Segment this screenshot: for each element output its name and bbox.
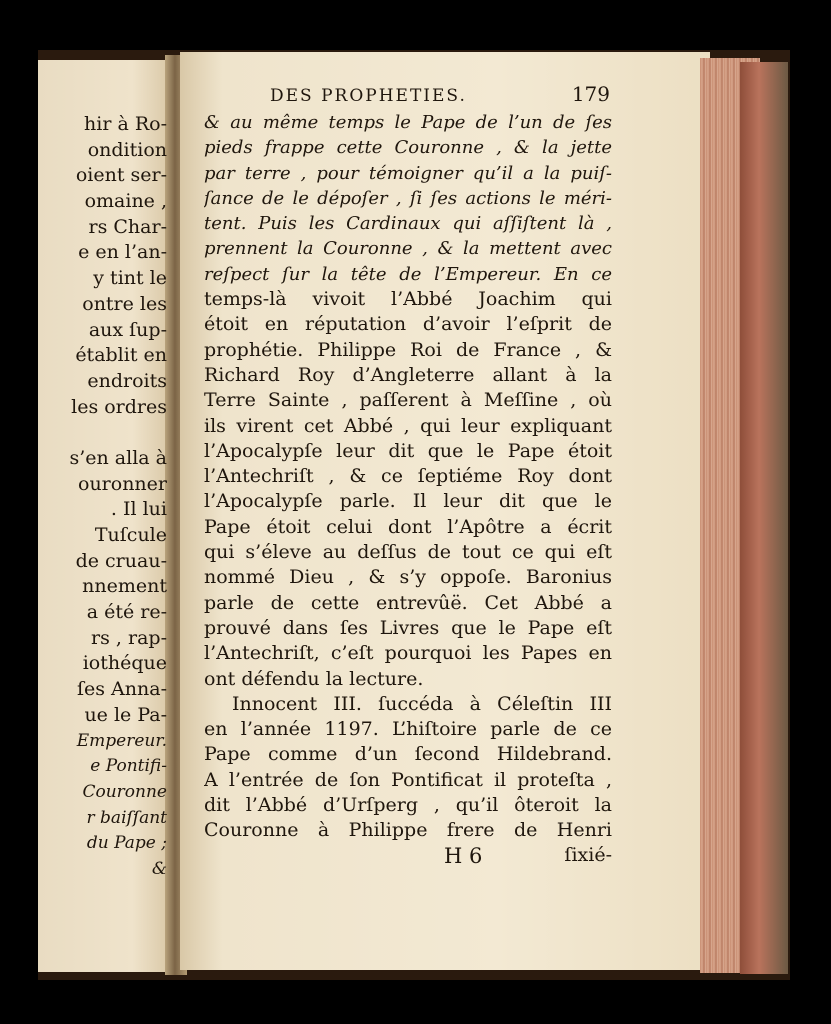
text-line: l’Antechriſt , & ce ſeptiéme Roy dont [204,465,612,488]
text-line: parle de cette entrevûë. Cet Abbé a [204,591,612,614]
text-line: reſpect ſur la tête de l’Empereur. En ce [204,263,612,285]
text-line: par terre , pour témoigner qu’il a la puiſ- [204,162,612,184]
left-text-line: . Il lui [110,498,167,521]
text-line: ſance de le dépoſer , ſi ſes actions le méri- [204,187,612,209]
left-text-line: hir à Ro- [84,113,167,135]
text-line: l’Apocalypſe parle. Il leur dit que le [204,490,612,513]
left-text-line: rs , rap- [91,626,167,649]
left-text-line: Empereur. [76,730,167,751]
text-line: ont défendu la lecture. [204,667,424,690]
page-footer [204,844,612,870]
page-number: 179 [571,82,610,106]
text-line: en l’année 1197. L’hiſtoire parle de ce [204,718,612,741]
left-text-line: les ordres [71,395,167,418]
text-line: A l’entrée de ſon Pontificat il proteſta , [204,768,612,791]
text-line: ils virent cet Abbé , qui leur expliquant [204,414,612,437]
right-page-text [204,110,612,844]
text-line: l’Apocalypſe leur dit que le Pape étoit [204,439,612,462]
left-text-line: nnement [82,575,167,598]
left-text-line: a été re- [86,601,167,624]
left-text-line: ondition [87,138,167,161]
text-line: Richard Roy d’Angleterre allant à la [204,363,612,386]
left-text-line: ontre les [82,292,167,315]
text-line: Pape comme d’un ſecond Hildebrand. [204,743,612,766]
text-line: l’Antechriſt, c’eſt pourquoi les Papes en [204,642,612,665]
text-line: Pape étoit celui dont l’Apôtre a écrit [204,515,612,538]
text-line: & au même temps le Pape de l’un de ſes [204,112,612,133]
text-line: Couronne à Philippe frere de Henri [204,819,612,842]
left-text-line: r baiſſant [86,807,167,828]
text-line: étoit en réputation d’avoir l’eſprit de [204,313,612,336]
left-text-line: oient ser- [75,164,167,187]
text-line: Innocent III. ſuccéda à Céleſtin III [232,692,612,715]
left-text-line: Tuſcule [94,524,167,546]
left-text-line: endroits [87,369,167,392]
text-line: prennent la Couronne , & la mettent avec [204,238,612,260]
text-line: dit l’Abbé d’Urſperg , qu’il ôteroit la [204,794,612,817]
text-line: Terre Sainte , paſſerent à Meſſine , où [204,389,612,412]
left-text-line: ue le Pa- [84,703,167,726]
left-text-line: du Pape ; [86,833,167,854]
fore-edge [740,62,788,974]
text-line: pieds frappe cette Couronne , & la jette [204,137,612,159]
left-text-line [38,420,173,446]
left-text-line: e Pontifi- [90,756,167,777]
text-line: qui s’éleve au deſſus de tout ce qui eſt [204,541,612,564]
text-line: prophétie. Philippe Roi de France , & [204,338,612,361]
signature-mark: H 6 [444,844,483,868]
left-text-line: e en l’an- [78,241,167,264]
left-text-line: ouronner [78,472,167,495]
text-line: nommé Dieu , & s’y oppoſe. Baronius [204,566,612,589]
text-line: tent. Puis les Cardinaux qui aſſiſtent là , [204,213,612,235]
left-text-line: y tint le [93,267,167,290]
text-line: temps-là vivoit l’Abbé Joachim qui [204,288,612,311]
left-text-line: omaine , [84,190,167,213]
left-text-line: iothéque [82,652,167,675]
left-text-line: aux ſup- [88,318,167,341]
left-text-line: de cruau- [75,549,167,572]
left-text-line: s’en alla à [69,446,167,469]
text-line: prouvé dans ſes Livres que le Pape eſt [204,616,612,639]
left-text-line: rs Char- [88,215,167,238]
left-text-line: & [151,858,167,879]
running-head [270,82,610,110]
running-head-title: DES PROPHETIES. [270,86,467,106]
left-text-line: Couronne [82,781,167,802]
catchword: ſixié- [564,844,612,866]
left-text-line: établit en [75,344,167,367]
left-page-text [38,112,173,883]
left-text-line: ſes Anna- [76,678,167,701]
